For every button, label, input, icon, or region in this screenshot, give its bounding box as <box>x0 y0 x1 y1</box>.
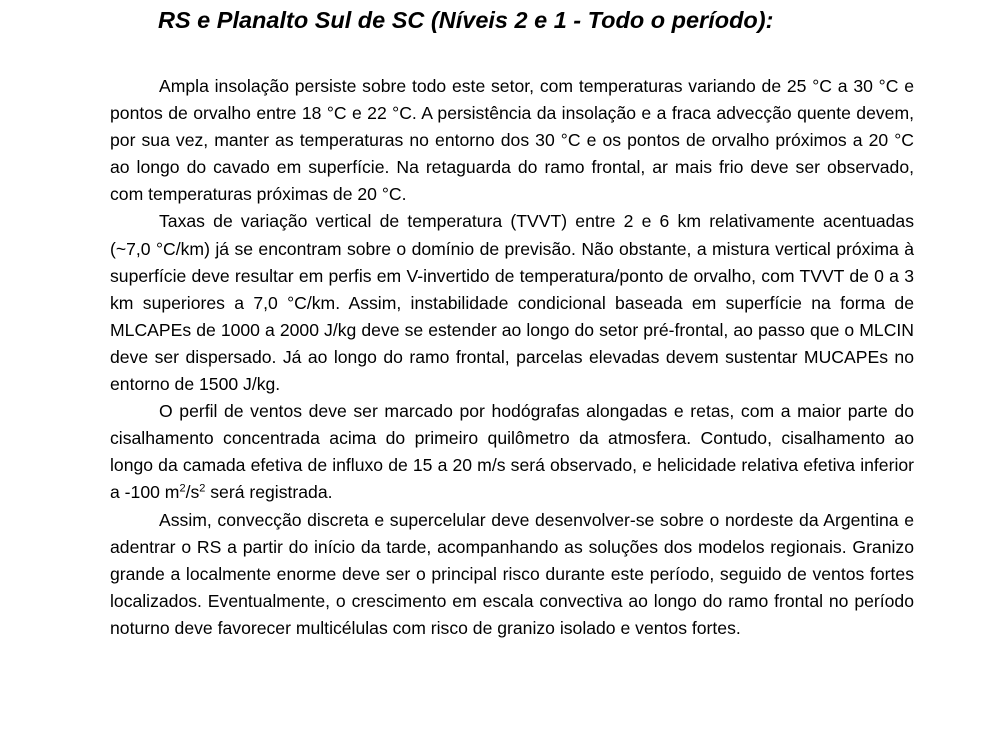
wind-text-end: será registrada. <box>205 482 333 503</box>
body-text <box>110 73 914 642</box>
superscript-exponent: 2 <box>179 482 186 495</box>
paragraph-wind-profile <box>110 398 914 506</box>
unit-fragment: /s <box>185 482 200 503</box>
superscript-exponent: 2 <box>199 482 206 495</box>
wind-text-main: O perfil de ventos deve ser marcado por hodógrafas alongadas e retas, com a maior parte do cisalhamento concentrada acima do primeiro quilômetro da atmosfera. Contudo, cisalhamento ao longo da camada efetiva de influxo de 15 a 20 m/s será observado, e helicidade relativa efetiva inferior a -100 m <box>110 401 914 503</box>
paragraph-instability: Taxas de variação vertical de temperatura (TVVT) entre 2 e 6 km relativamente acentuadas (~7,0 °C/km) já se encontram sobre o domínio de previsão. Não obstante, a mistura vertical próxima à superfície deve resultar em perfis em V-invertido de temperatura/ponto de orvalho, com TVVT de 0 a 3 km superiores a 7,0 °C/km. Assim, instabilidade condicional baseada em superfície na forma de MLCAPEs de 1000 a 2000 J/kg deve se estender ao longo do setor pré-frontal, ao passo que o MLCIN deve ser dispersado. Já ao longo do ramo frontal, parcelas elevadas devem sustentar MUCAPEs no entorno de 1500 J/kg. <box>110 211 914 395</box>
paragraph-convection-outlook: Assim, convecção discreta e supercelular deve desenvolver-se sobre o nordeste da Argentina e adentrar o RS a partir do início da tarde, acompanhando as soluções dos modelos regionais. Granizo grande a localmente enorme deve ser o principal risco durante este período, seguido de ventos fortes localizados. Eventualmente, o crescimento em escala convectiva ao longo do ramo frontal no período noturno deve favorecer multicélulas com risco de granizo isolado e ventos fortes. <box>110 509 914 638</box>
section-title: RS e Planalto Sul de SC (Níveis 2 e 1 - Todo o período): <box>158 7 774 33</box>
paragraph-surface-conditions: Ampla insolação persiste sobre todo este setor, com temperaturas variando de 25 °C a 30 °C e pontos de orvalho entre 18 °C e 22 °C. A persistência da insolação e a fraca advecção quente devem, por sua vez, manter as temperaturas no entorno dos 30 °C e os pontos de orvalho próximos a 20 °C ao longo do cavado em superfície. Na retaguarda do ramo frontal, ar mais frio deve ser observado, com temperaturas próximas de 20 °C. <box>110 76 914 205</box>
